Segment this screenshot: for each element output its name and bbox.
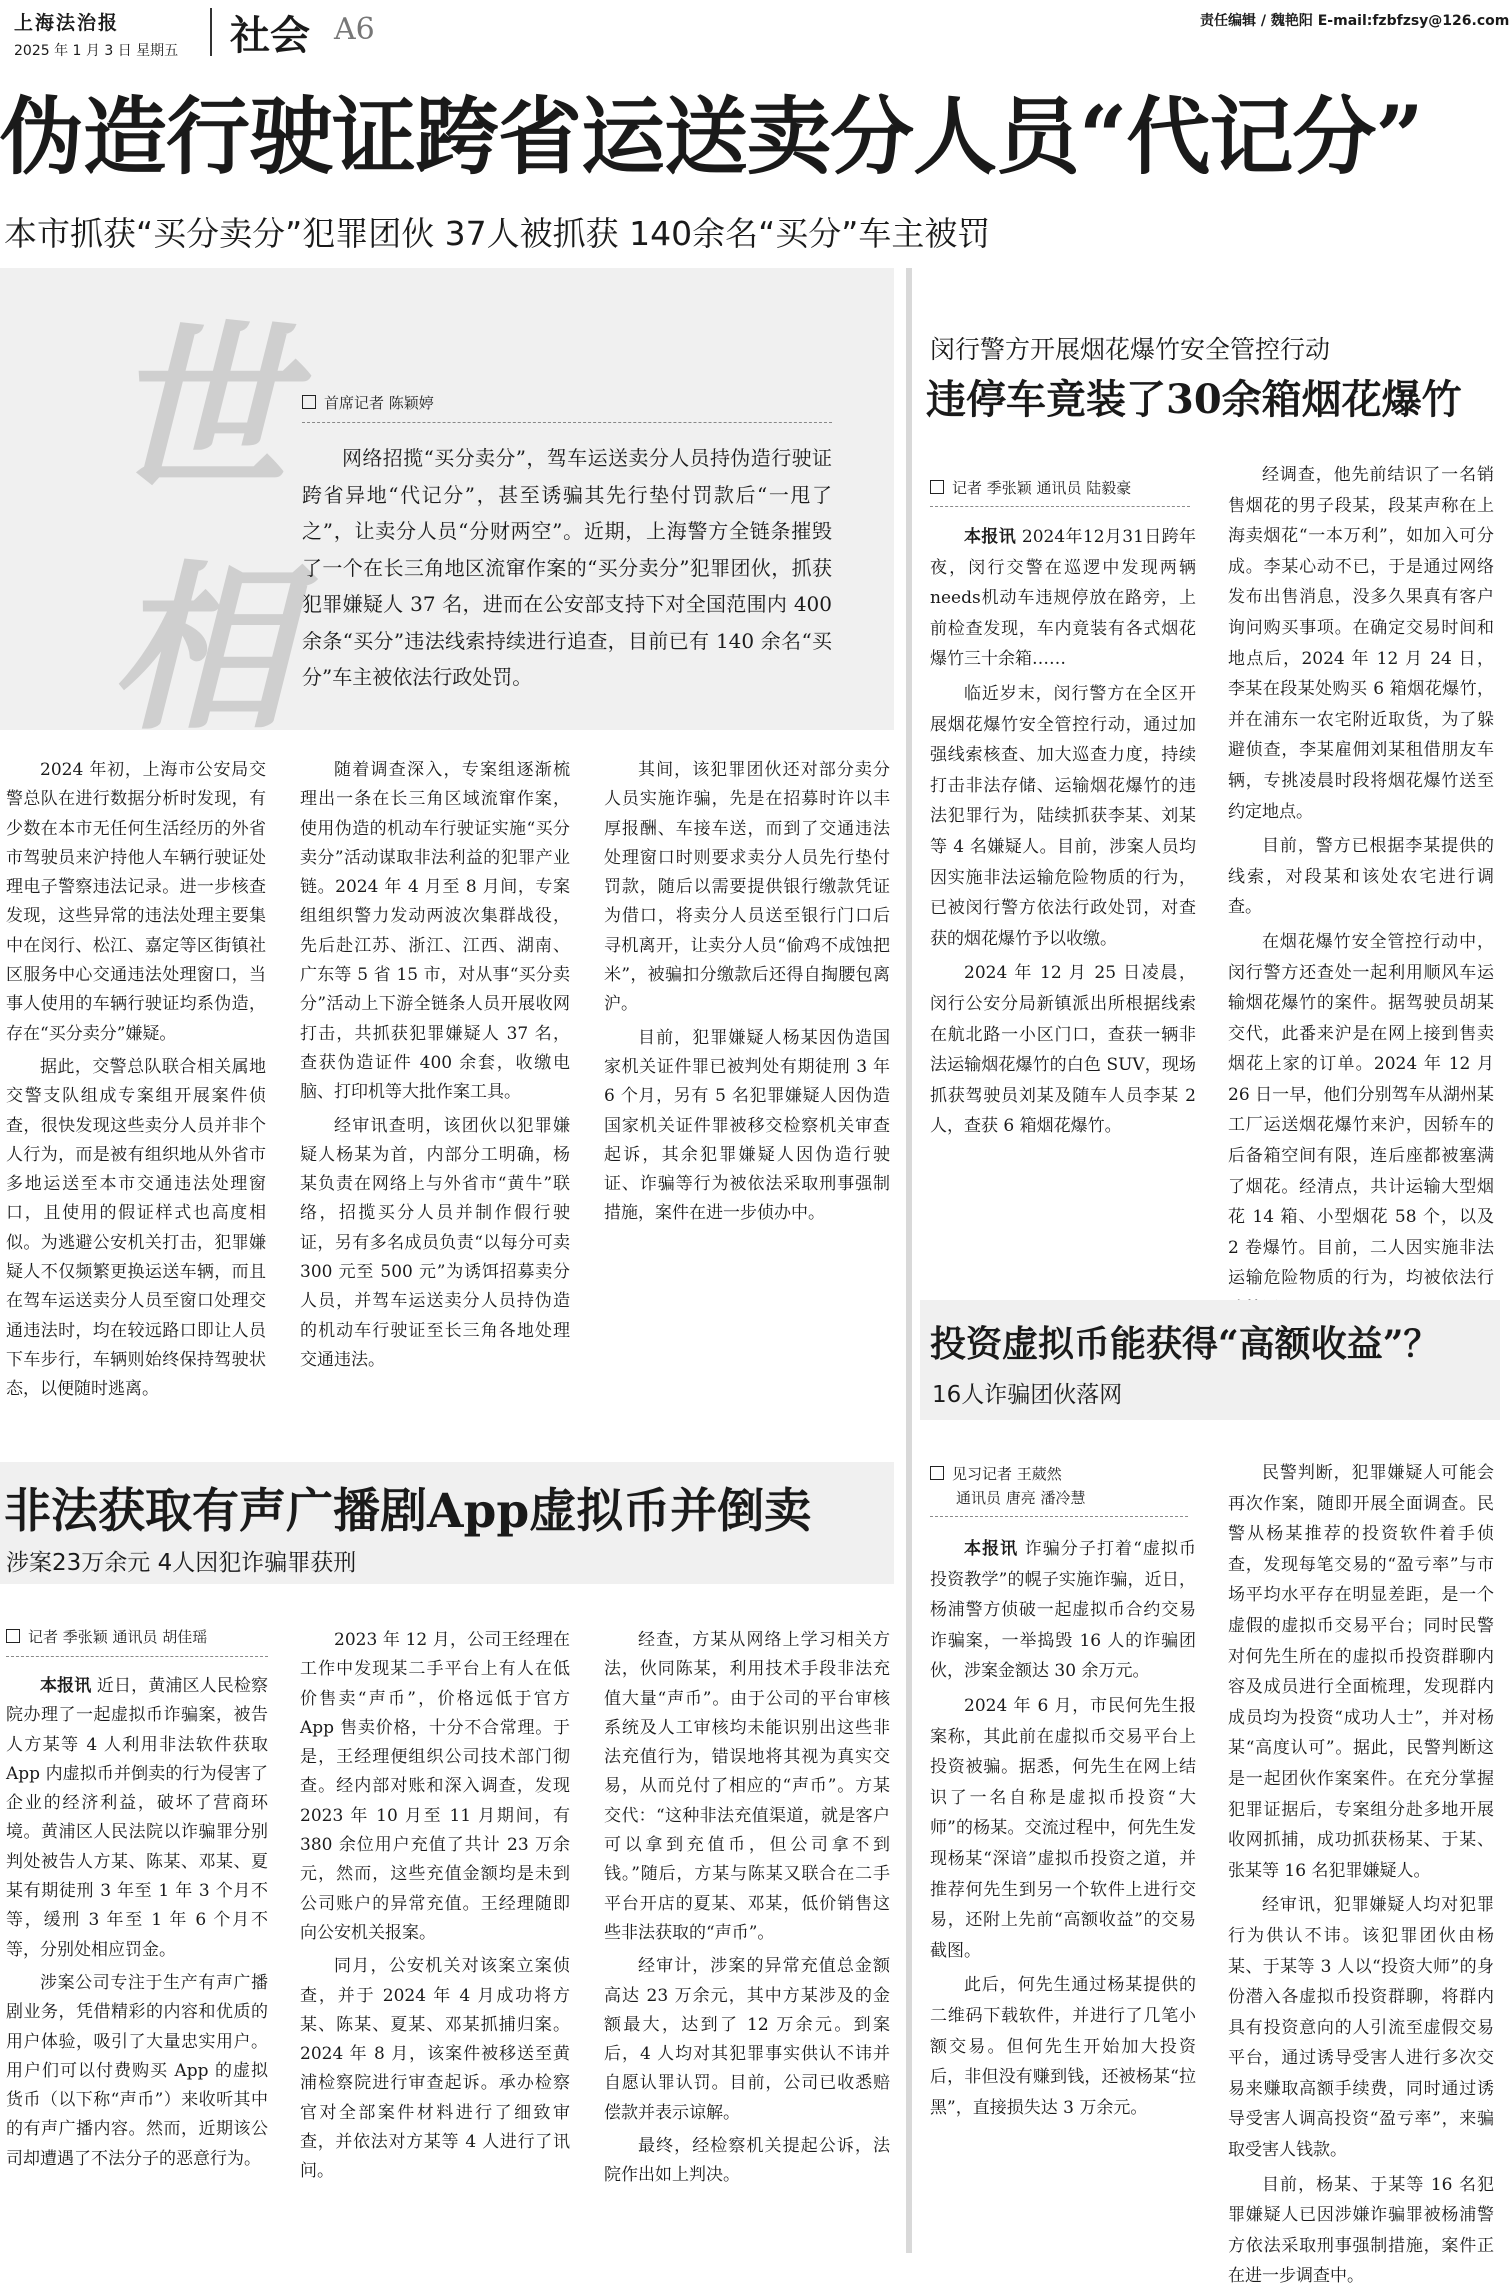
paper-name: 上海法治报 — [14, 12, 120, 34]
lead-subhead: 本市抓获“买分卖分”犯罪团伙 37人被抓获 140余名“买分”车主被罚 — [4, 214, 991, 253]
paragraph: 民警判断，犯罪嫌疑人可能会再次作案，随即开展全面调查。民警从杨某推荐的投资软件着手侦查，发现每笔交易的“盈亏率”与市场平均水平存在明显差距，是一个虚假的虚拟币交易平台；同时民警对何先生所在的虚拟币投资群聊内容及成员进行全面梳理，发现群内成员均为投资“成功人士”，并对杨某“高度认可”。据此，民警判断这是一起团伙作案案件。在充分掌握犯罪证据后，专案组分赴多地开展收网抓捕，成功抓获杨某、于某、张某等 16 名犯罪嫌疑人。 — [1228, 1463, 1494, 1881]
crypto-byline-line-2: 通讯员 唐亮 潘冷慧 — [956, 1489, 1086, 1507]
paragraph: 2024 年 6 月，市民何先生报案称，其此前在虚拟币交易平台上投资被骗。据悉，何先生在网上结识了一名自称是虚拟币投资“大师”的杨某。交流过程中，何先生发现杨某“深谙”虚拟币投资之道，并推荐何先生到另一个软件上进行交易，还附上先前“高额收益”的交易截图。 — [930, 1695, 1196, 1961]
crypto-byline-rule — [930, 1516, 1188, 1517]
paragraph-text: 2024年12月31日跨年夜，闵行交警在巡逻中发现两辆needs机动车违规停放在路旁，上前检查发现，车内竟装有各式烟花爆竹三十余箱…… — [930, 527, 1197, 670]
crypto-col-2 — [1228, 1458, 1494, 2287]
lead-byline-rule — [302, 422, 832, 423]
paragraph: 在烟花爆竹安全管控行动中，闵行警方还查处一起利用顺风车运输烟花爆竹的案件。据驾驶员胡某交代，此番来沪是在网上接到售卖烟花上家的订单。2024 年 12 月 26 日一早，他们分别驾车从湖州某工厂运送烟花爆竹来沪，因轿车的后备箱空间有限，连后座都被塞满了烟花。经清点，共计运输大型烟花 14 箱、小型烟花 58 个，以及 2 卷爆竹。目前，二人因实施非法运输危险物质的行为，均被依法行 — [1228, 931, 1494, 1289]
paragraph: 2024 年初，上海市公安局交警总队在进行数据分析时发现，有少数在本市无任何生活经历的外省市驾驶员来沪持他人车辆行驶证处理电子警察违法记录。进一步核查发现，这些异常的违法处理主要集中在闵行、松江、嘉定等区街镇社区服务中心交通违法处理窗口，当事人使用的车辆行驶证均系伪造，存在“买分卖分”嫌疑。 — [6, 760, 266, 1044]
crypto-byline-line-1 — [930, 1462, 1086, 1486]
paragraph: 2024 年 12 月 25 日凌晨，闵行公安分局新镇派出所根据线索在航北路一小区门口，查获一辆非法运输烟花爆竹的白色 SUV，现场抓获驾驶员刘某及随车人员李某 2 人，查获 6 箱烟花爆竹。 — [930, 963, 1196, 1137]
lead-col-3 — [604, 756, 890, 1396]
page-number: A6 — [334, 12, 375, 47]
crypto-byline-text-1: 见习记者 王葳然 — [952, 1465, 1062, 1483]
paragraph: 据此，交警总队联合相关属地交警支队组成专案组开展案件侦查，很快发现这些卖分人员并非个人行为，而是被有组织地从外省市多地运送至本市交通违法处理窗口，且使用的假证样式也高度相似。为逃避公安机关打击，犯罪嫌疑人不仅频繁更换运送车辆，而且在驾车运送卖分人员至窗口处理交通违法时，均在较远路口即让人员下车步行，车辆则始终保持驾驶状态，以便随时逃离。 — [6, 1056, 266, 1400]
paragraph: 同月，公安机关对该案立案侦查，并于 2024 年 4 月成功将方某、陈某、夏某、邓某抓捕归案。2024 年 8 月，该案件被移送至黄浦检察院进行审查起诉。承办检察官对全部案件材料进行了细致审查，并依法对方某等 4 人进行了讯问。 — [300, 1956, 570, 2182]
audio-col-2 — [300, 1626, 570, 2252]
audio-col-1 — [6, 1672, 268, 2252]
audio-headline: 非法获取有声广播剧App虚拟币并倒卖 — [4, 1484, 812, 1539]
firework-byline-text: 记者 季张颖 通讯员 陆毅豪 — [952, 479, 1132, 497]
masthead — [0, 0, 1509, 68]
dateline: 本报讯 — [964, 1539, 1019, 1559]
paragraph: 涉案公司专注于生产有声广播剧业务，凭借精彩的内容和优质的用户体验，吸引了大量忠实用户。用户们可以付费购买 App 的虚拟货币（以下称“声币”）来收听其中的有声广播内容。然而，近期该公司却遭遇了不法分子的恶意行为。 — [6, 1972, 268, 2169]
firework-byline-rule — [930, 506, 1190, 507]
crypto-byline — [930, 1462, 1086, 1510]
column-divider — [906, 268, 912, 2253]
lead-intro — [302, 440, 832, 696]
paragraph — [930, 522, 1196, 675]
editor-info: 责任编辑 / 魏艳阳 E-mail:fzbfzsy@126.com — [1200, 13, 1509, 29]
firework-headline: 违停车竟装了30余箱烟花爆竹 — [926, 376, 1462, 423]
byline-box-icon — [6, 1629, 20, 1643]
lead-col-1 — [6, 756, 266, 1400]
lead-headline: 伪造行驶证跨省运送卖分人员“代记分” — [0, 87, 1423, 186]
paragraph: 此后，何先生通过杨某提供的二维码下载软件，并进行了几笔小额交易。但何先生开始加大投资后，非但没有赚到钱，还被杨某“拉黑”，直接损失达 3 万余元。 — [930, 1975, 1196, 2118]
paragraph: 最终，经检察机关提起公诉，法院作出如上判决。 — [604, 2136, 890, 2186]
paragraph: 其间，该犯罪团伙还对部分卖分人员实施诈骗，先是在招募时许以丰厚报酬、车接车送，而到了交通违法处理窗口时则要求卖分人员先行垫付罚款，随后以需要提供银行缴款凭证为借口，将卖分人员送至银行门口后寻机离开，让卖分人员“偷鸡不成蚀把米”，被骗扣分缴款后还得自掏腰包离沪。 — [604, 760, 890, 1015]
paragraph — [6, 1672, 268, 1965]
dateline: 本报讯 — [40, 1676, 92, 1696]
paragraph: 经审讯查明，该团伙以犯罪嫌疑人杨某为首，内部分工明确，杨某负责在网络上与外省市“黄牛”联络，招揽买分人员并制作假行驶证，另有多名成员负责“以每分可卖 300 元至 500 元”为诱饵招募卖分人员，并驾车运送卖分人员持伪造的机动车行驶证至长三角各地处理交通违法。 — [300, 1115, 570, 1370]
audio-subhead: 涉案23万余元 4人因犯诈骗罪获刑 — [6, 1550, 357, 1576]
lead-intro-text: 网络招揽“买分卖分”，驾车运送卖分人员持伪造行驶证跨省异地“代记分”，甚至诱骗其先行垫付罚款后“一甩了之”，让卖分人员“分财两空”。近期，上海警方全链条摧毁了一个在长三角地区流窜作案的“买分卖分”犯罪团伙，抓获犯罪嫌疑人 37 名，进而在公安部支持下对全国范围内 400 余条“买分”违法线索持续进行追查，目前已有 140 余名“买分”车主被依法行政处罚。 — [302, 446, 832, 689]
issue-date: 2025 年 1 月 3 日 星期五 — [14, 43, 179, 59]
lead-byline-text: 首席记者 陈颖婷 — [324, 394, 434, 412]
paragraph: 经调查，他先前结识了一名销售烟花的男子段某，段某声称在上海卖烟花“一本万利”，如加入可分成。李某心动不已，于是通过网络发布出售消息，没多久果真有客户询问购买事项。在确定交易时间和地点后，2024 年 12 月 24 日，李某在段某处购买 6 箱烟花爆竹，并在浦东一农宅附近取货，为了躲避侦查，李某雇佣刘某租借朋友车辆，专挑凌晨时段将烟花爆竹送至约定地点。 — [1228, 465, 1494, 822]
paragraph: 目前，犯罪嫌疑人杨某因伪造国家机关证件罪已被判处有期徒刑 3 年 6 个月，另有 5 名犯罪嫌疑人因伪造国家机关证件罪被移交检察机关审查起诉，其余犯罪嫌疑人因伪造行驶证、诈骗等行为被依法采取刑事强制措施，案件在进一步侦办中。 — [604, 1027, 890, 1224]
paragraph-text: 近日，黄浦区人民检察院办理了一起虚拟币诈骗案，被告人方某等 4 人利用非法软件获取 App 内虚拟币并倒卖的行为侵害了企业的经济利益，破坏了营商环境。黄浦区人民法院以诈骗罪分别判处被告人方某、陈某、邓某、夏某有期徒刑 3 年至 1 年 3 个月不等，缓刑 3 年至 1 年 6 个月不等，分别处相应罚金。 — [6, 1676, 269, 1960]
audio-byline — [6, 1626, 207, 1647]
paragraph: 临近岁末，闵行警方在全区开展烟花爆竹安全管控行动，通过加强线索核查、加大巡查力度，持续打击非法存储、运输烟花爆竹的违法犯罪行为，陆续抓获李某、刘某等 4 名嫌疑人。目前，涉案人员均因实施非法运输危险物质的行为，已被闵行警方依法行政处罚，对查获的烟花爆竹予以收缴。 — [930, 683, 1196, 949]
byline-box-icon — [302, 395, 316, 409]
paragraph — [930, 1534, 1196, 1687]
firework-col-1 — [930, 522, 1196, 1242]
byline-box-icon — [930, 480, 944, 494]
firework-byline — [930, 477, 1131, 498]
audio-byline-text: 记者 季张颖 通讯员 胡佳瑶 — [28, 1628, 208, 1646]
column-art: 世相 — [110, 304, 291, 755]
paragraph-text: 诈骗分子打着“虚拟币投资教学”的幌子实施诈骗，近日，杨浦警方侦破一起虚拟币合约交易诈骗案，一举捣毁 16 人的诈骗团伙，涉案金额达 30 余万元。 — [930, 1539, 1197, 1682]
paragraph: 经查，方某从网络上学习相关方法，伙同陈某，利用技术手段非法充值大量“声币”。由于公司的平台审核系统及人工审核均未能识别出这些非法充值行为，错误地将其视为真实交易，从而兑付了相应的“声币”。方某交代：“这种非法充值渠道，就是客户可以拿到充值币，但公司拿不到钱。”随后，方某与陈某又联合在二手平台开店的夏某、邓某，低价销售这些非法获取的“声币”。 — [604, 1630, 890, 1943]
paragraph: 2023 年 12 月，公司王经理在工作中发现某二手平台上有人在低价售卖“声币”，价格远低于官方 App 售卖价格，十分不合常理。于是，王经理便组织公司技术部门彻查。经内部对账和深入调查，发现 2023 年 10 月至 11 月期间，有 380 余位用户充值了共计 23 万余元，然而，这些充值金额均是未到公司账户的异常充值。王经理随即向公安机关报案。 — [300, 1630, 570, 1943]
lead-byline — [302, 392, 434, 413]
paragraph: 目前，杨某、于某等 16 名犯罪嫌疑人已因涉嫌诈骗罪被杨浦警方依法采取刑事强制措施，案件正在进一步调查中。 — [1228, 2174, 1494, 2287]
crypto-headline: 投资虚拟币能获得“高额收益”？ — [930, 1323, 1440, 1365]
paragraph: 目前，警方已根据李某提供的线索，对段某和该处农宅进行调查。 — [1228, 836, 1494, 918]
firework-kicker: 闵行警方开展烟花爆竹安全管控行动 — [930, 335, 1331, 364]
crypto-col-1 — [930, 1534, 1196, 2252]
byline-box-icon — [930, 1466, 944, 1480]
audio-byline-rule — [6, 1656, 268, 1657]
lead-col-2 — [300, 756, 570, 1396]
audio-col-3 — [604, 1626, 890, 2252]
masthead-divider — [210, 8, 212, 56]
section-name: 社会 — [230, 12, 310, 59]
paragraph: 经审讯，犯罪嫌疑人均对犯罪行为供认不讳。该犯罪团伙由杨某、于某等 3 人以“投资大师”的身份潜入各虚拟币投资群聊，将群内具有投资意向的人引流至虚假交易平台，通过诱导受害人进行多次交易来赚取高额手续费，同时通过诱导受害人调高投资“盈亏率”，来骗取受害人钱款。 — [1228, 1895, 1494, 2161]
paragraph: 经审计，涉案的异常充值总金额高达 23 万余元，其中方某涉及的金额最大，达到了 12 万余元。到案后，4 人均对其犯罪事实供认不讳并自愿认罪认罚。目前，公司已收悉赔偿款并表示谅解。 — [604, 1956, 890, 2123]
dateline: 本报讯 — [964, 527, 1017, 547]
paragraph: 随着调查深入，专案组逐渐梳理出一条在长三角区域流窜作案，使用伪造的机动车行驶证实施“买分卖分”活动谋取非法利益的犯罪产业链。2024 年 4 月至 8 月间，专案组组织警力发动两波次集群战役，先后赴江苏、浙江、江西、湖南、广东等 5 省 15 市，对从事“买分卖分”活动上下游全链条人员开展收网打击，共抓获犯罪嫌疑人 37 名，查获伪造证件 400 余套，收缴电脑、打印机等大批作案工具。 — [300, 760, 570, 1103]
firework-col-2 — [1228, 460, 1494, 1289]
crypto-subhead: 16人诈骗团伙落网 — [932, 1382, 1123, 1408]
